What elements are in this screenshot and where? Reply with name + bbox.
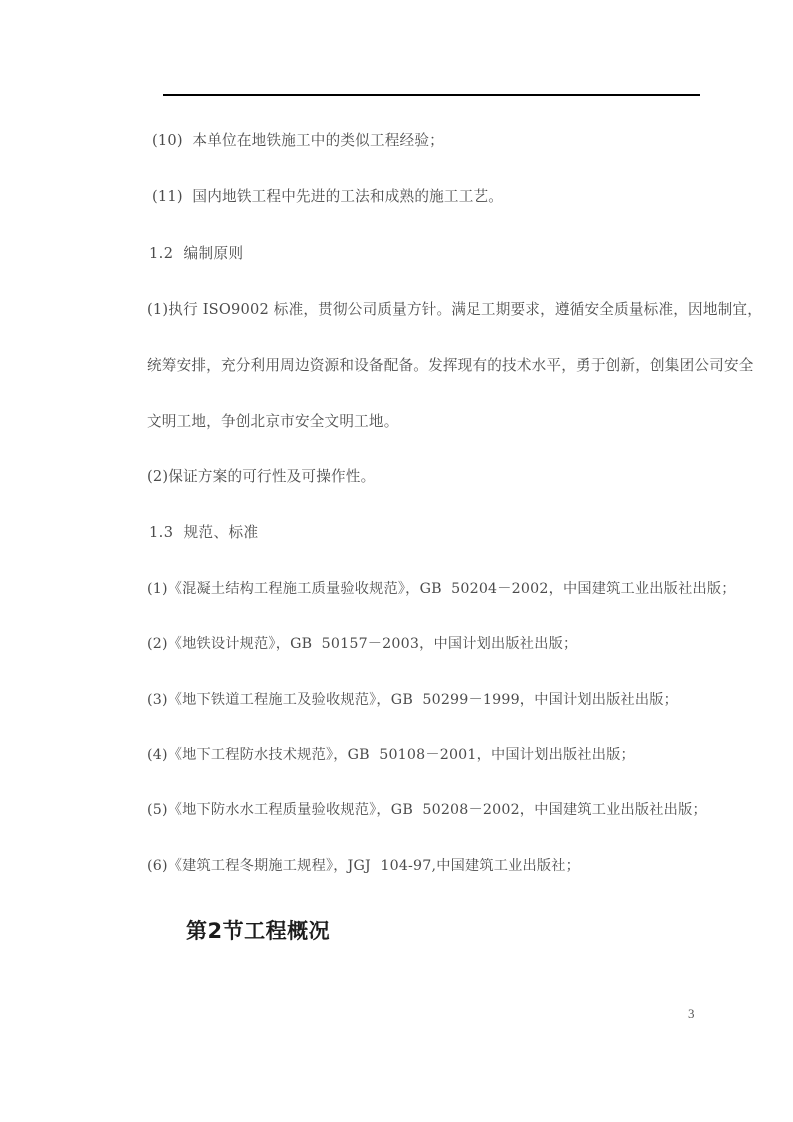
list-item: (11) 国内地铁工程中先进的工法和成熟的施工工艺。 [152,188,504,205]
page-number: 3 [688,1006,695,1021]
reference-item: (6)《建筑工程冬期施工规程》，JGJ 104-97,中国建筑工业出版社； [147,858,581,874]
paragraph-line: 统筹安排，充分利用周边资源和设备配备。发挥现有的技术水平，勇于创新，创集团公司安全 [147,357,754,374]
reference-item: (2)《地铁设计规范》，GB 50157－2003，中国计划出版社出版； [147,636,578,652]
header-rule-divider [163,94,700,96]
paragraph-line: (2)保证方案的可行性及可操作性。 [147,468,376,485]
section-heading-1-2: 1.2 编制原则 [149,245,244,262]
paragraph-line: (1)执行 ISO9002 标准，贯彻公司质量方针。满足工期要求，遵循安全质量标准，因地制宜， [147,301,763,318]
reference-item: (1)《混凝土结构工程施工质量验收规范》，GB 50204－2002，中国建筑工业出版社出版； [147,581,736,597]
paragraph-line: 文明工地，争创北京市安全文明工地。 [147,413,399,430]
section-heading-1-3: 1.3 规范、标准 [149,524,259,541]
reference-item: (3)《地下铁道工程施工及验收规范》，GB 50299－1999，中国计划出版社出版； [147,692,679,708]
list-item: (10) 本单位在地铁施工中的类似工程经验； [152,132,444,149]
reference-item: (4)《地下工程防水技术规范》，GB 50108－2001，中国计划出版社出版； [147,747,635,763]
page-title: 第2节工程概况 [186,919,331,943]
reference-item: (5)《地下防水水工程质量验收规范》，GB 50208－2002，中国建筑工业出版社出版； [147,802,707,818]
